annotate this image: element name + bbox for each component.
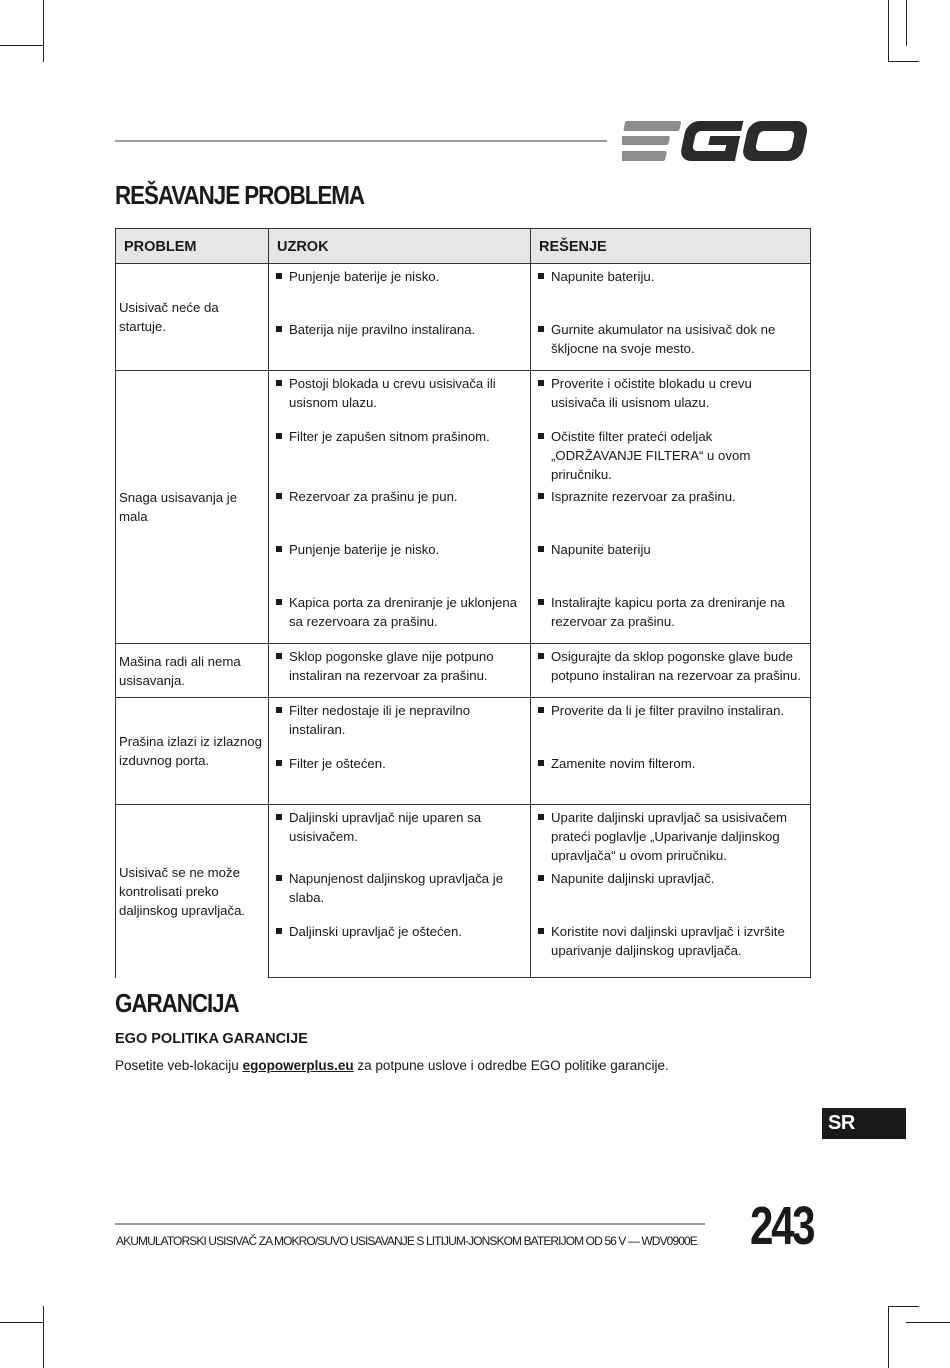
cause-item: Sklop pogonske glave nije potpuno instaliran na rezervoar za prašinu. — [269, 644, 530, 685]
warranty-text — [115, 1058, 669, 1073]
cause-item: Filter je oštećen. — [269, 751, 530, 773]
column-header-problem: PROBLEM — [116, 229, 269, 264]
crop-mark — [906, 0, 907, 46]
problem-cell: Prašina izlazi iz izlaznog izduvnog porta. — [116, 698, 269, 805]
footer-text: AKUMULATORSKI USISIVAČ ZA MOKRO/SUVO USISAVANJE S LITIJUM-JONSKOM BATERIJOM OD 56 V — WDV0900E — [116, 1234, 697, 1248]
warranty-subtitle: EGO POLITIKA GARANCIJE — [115, 1031, 308, 1047]
ego-logo — [622, 118, 812, 164]
solution-item: Napunite daljinski upravljač. — [531, 866, 810, 888]
cause-item: Daljinski upravljač je oštećen. — [269, 919, 530, 941]
cause-item: Napunjenost daljinskog upravljača je slaba. — [269, 866, 530, 907]
solution-item: Napunite bateriju. — [531, 264, 810, 286]
header-rule — [115, 140, 607, 142]
solution-item: Napunite bateriju — [531, 537, 810, 559]
crop-mark — [43, 1306, 44, 1368]
cause-item: Punjenje baterije je nisko. — [269, 264, 530, 286]
column-header-solution: REŠENJE — [531, 229, 811, 264]
solution-item: Proverite i očistite blokadu u crevu usisivača ili usisnom ulazu. — [531, 371, 810, 412]
problem-cell: Mašina radi ali nema usisavanja. — [116, 644, 269, 698]
crop-mark — [906, 1322, 950, 1323]
solution-item: Koristite novi daljinski upravljač i izvršite uparivanje daljinskog upravljača. — [531, 919, 810, 960]
cause-item: Kapica porta za dreniranje je uklonjena sa rezervoara za prašinu. — [269, 590, 530, 631]
cause-item: Rezervoar za prašinu je pun. — [269, 484, 530, 506]
table-row — [116, 698, 811, 752]
warranty-text-before: Posetite veb-lokaciju — [115, 1058, 243, 1073]
cause-item: Filter nedostaje ili je nepravilno instaliran. — [269, 698, 530, 739]
language-badge: SR — [822, 1108, 906, 1139]
table-row — [116, 371, 811, 425]
table-row — [116, 644, 811, 698]
problem-cell: Usisivač neće da startuje. — [116, 264, 269, 371]
cause-item: Baterija nije pravilno instalirana. — [269, 317, 530, 339]
cause-item: Daljinski upravljač nije uparen sa usisivačem. — [269, 805, 530, 846]
solution-item: Gurnite akumulator na usisivač dok ne škljocne na svoje mesto. — [531, 317, 810, 358]
table-row — [116, 264, 811, 318]
solution-item: Instalirajte kapicu porta za dreniranje na rezervoar za prašinu. — [531, 590, 810, 631]
solution-item: Ispraznite rezervoar za prašinu. — [531, 484, 810, 506]
crop-mark — [888, 1306, 919, 1307]
crop-mark — [888, 1306, 889, 1368]
warranty-text-after: za potpune uslove i odredbe EGO politike garancije. — [353, 1058, 669, 1073]
footer-rule — [115, 1223, 705, 1225]
section-title: REŠAVANJE PROBLEMA — [115, 180, 364, 210]
warranty-title: GARANCIJA — [115, 988, 239, 1018]
solution-item: Proverite da li je filter pravilno instaliran. — [531, 698, 810, 720]
page-number: 243 — [750, 1196, 814, 1256]
table-header-row — [116, 229, 811, 264]
crop-mark — [43, 0, 44, 62]
cause-item: Postoji blokada u crevu usisivača ili usisnom ulazu. — [269, 371, 530, 412]
solution-item: Očistite filter prateći odeljak „ODRŽAVANJE FILTERA“ u ovom priručniku. — [531, 424, 810, 484]
solution-item: Osigurajte da sklop pogonske glave bude potpuno instaliran na rezervoar za prašinu. — [531, 644, 810, 685]
problem-cell: Snaga usisavanja je mala — [116, 371, 269, 644]
crop-mark — [0, 1322, 44, 1323]
warranty-link[interactable]: egopowerplus.eu — [242, 1058, 354, 1073]
cause-item: Punjenje baterije je nisko. — [269, 537, 530, 559]
crop-mark — [0, 45, 44, 46]
solution-item: Uparite daljinski upravljač sa usisivačem prateći poglavlje „Uparivanje daljinskog upravljača“ u ovom priručniku. — [531, 805, 810, 865]
crop-mark — [888, 61, 919, 62]
column-header-cause: UZROK — [269, 229, 531, 264]
troubleshooting-table — [115, 228, 811, 978]
cause-item: Filter je zapušen sitnom prašinom. — [269, 424, 530, 446]
problem-cell: Usisivač se ne može kontrolisati preko daljinskog upravljača. — [116, 805, 269, 978]
crop-mark — [888, 0, 889, 62]
table-row — [116, 805, 811, 867]
solution-item: Zamenite novim filterom. — [531, 751, 810, 773]
